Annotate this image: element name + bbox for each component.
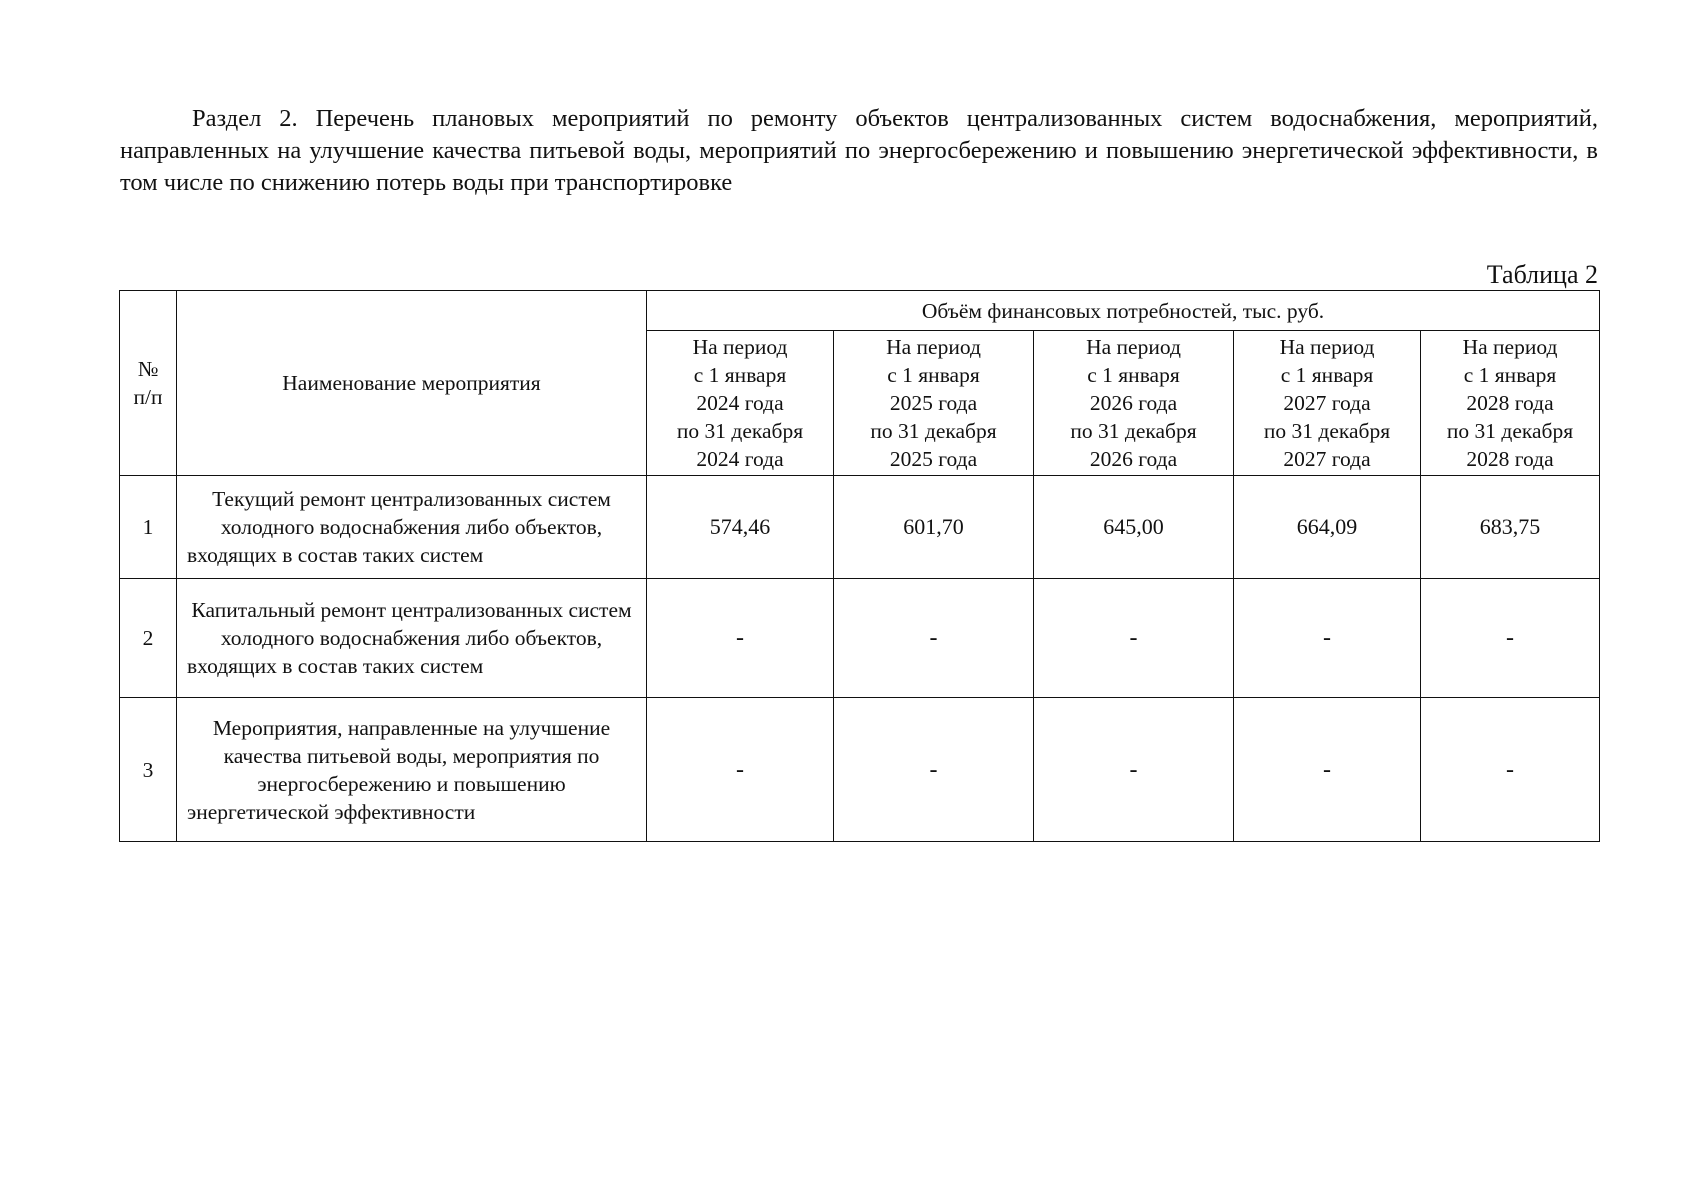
- value-cell: -: [1421, 579, 1600, 698]
- period-line: На период: [692, 335, 788, 359]
- finance-header-label: Объём финансовых потребностей, тыс. руб.: [921, 298, 1325, 323]
- activity-name: Мероприятия, направленные на улучшение качества питьевой воды, мероприятия по энергосбережению и повышению энергетической эффективности: [177, 698, 647, 842]
- period-line: 2028 года: [1466, 391, 1554, 415]
- value-cell: -: [647, 579, 834, 698]
- period-header-2028: [1421, 331, 1600, 476]
- period-line: 2027 года: [1283, 447, 1371, 471]
- value-cell: 645,00: [1034, 476, 1234, 579]
- value-cell: 574,46: [647, 476, 834, 579]
- period-line: по 31 декабря: [1070, 419, 1197, 443]
- period-line: по 31 декабря: [1446, 419, 1574, 443]
- section-heading: Раздел 2. Перечень плановых мероприятий по ремонту объектов централизованных систем водоснабжения, мероприятий, направленных на улучшение качества питьевой воды, мероприятий по энергосбережению и повышению энергетической эффективности, в том числе по снижению потерь воды при транспортировке: [120, 105, 1598, 196]
- activity-name: Текущий ремонт централизованных систем холодного водоснабжения либо объектов, входящих в состав таких систем: [177, 476, 647, 579]
- col-name-header-label: Наименование мероприятия: [282, 371, 541, 395]
- period-header-2025: [834, 331, 1034, 476]
- col-name-header: [177, 291, 647, 476]
- period-line: 2028 года: [1466, 447, 1554, 471]
- financial-needs-table: [119, 290, 1600, 842]
- period-header-2024: [647, 331, 834, 476]
- period-line: с 1 января: [887, 363, 980, 387]
- period-line: На период: [1086, 335, 1181, 359]
- period-header-2026: [1034, 331, 1234, 476]
- value-cell: -: [1034, 698, 1234, 842]
- period-line: по 31 декабря: [676, 419, 804, 443]
- period-line: 2024 года: [696, 447, 784, 471]
- table-row: [120, 579, 1600, 698]
- table-row: [120, 698, 1600, 842]
- value-cell: -: [834, 698, 1034, 842]
- period-line: 2024 года: [696, 391, 784, 415]
- period-line: На период: [886, 335, 981, 359]
- value-cell: -: [1234, 579, 1421, 698]
- period-line: по 31 декабря: [870, 419, 997, 443]
- period-line: 2025 года: [889, 447, 978, 471]
- value-cell: 664,09: [1234, 476, 1421, 579]
- value-cell: 601,70: [834, 476, 1034, 579]
- value-cell: -: [1034, 579, 1234, 698]
- value-cell: -: [834, 579, 1034, 698]
- period-line: На период: [1462, 335, 1558, 359]
- period-line: 2026 года: [1089, 391, 1178, 415]
- period-line: 2025 года: [889, 391, 978, 415]
- period-line: 2027 года: [1283, 391, 1371, 415]
- activity-name: Капитальный ремонт централизованных систем холодного водоснабжения либо объектов, входящих в состав таких систем: [177, 579, 647, 698]
- row-number: 1: [120, 476, 177, 579]
- value-cell: -: [647, 698, 834, 842]
- row-number: 2: [120, 579, 177, 698]
- period-line: с 1 января: [1087, 363, 1180, 387]
- value-cell: -: [1421, 698, 1600, 842]
- table-row: [120, 476, 1600, 579]
- period-line: по 31 декабря: [1263, 419, 1391, 443]
- col-num-header-label: № п/п: [133, 357, 163, 409]
- period-header-2027: [1234, 331, 1421, 476]
- table-caption: Таблица 2: [1486, 260, 1598, 289]
- period-line: 2026 года: [1089, 447, 1178, 471]
- value-cell: -: [1234, 698, 1421, 842]
- finance-header: [647, 291, 1600, 331]
- period-line: с 1 января: [1280, 363, 1374, 387]
- period-line: с 1 января: [693, 363, 787, 387]
- value-cell: 683,75: [1421, 476, 1600, 579]
- col-num-header: [120, 291, 177, 476]
- period-line: На период: [1279, 335, 1375, 359]
- row-number: 3: [120, 698, 177, 842]
- period-line: с 1 января: [1463, 363, 1557, 387]
